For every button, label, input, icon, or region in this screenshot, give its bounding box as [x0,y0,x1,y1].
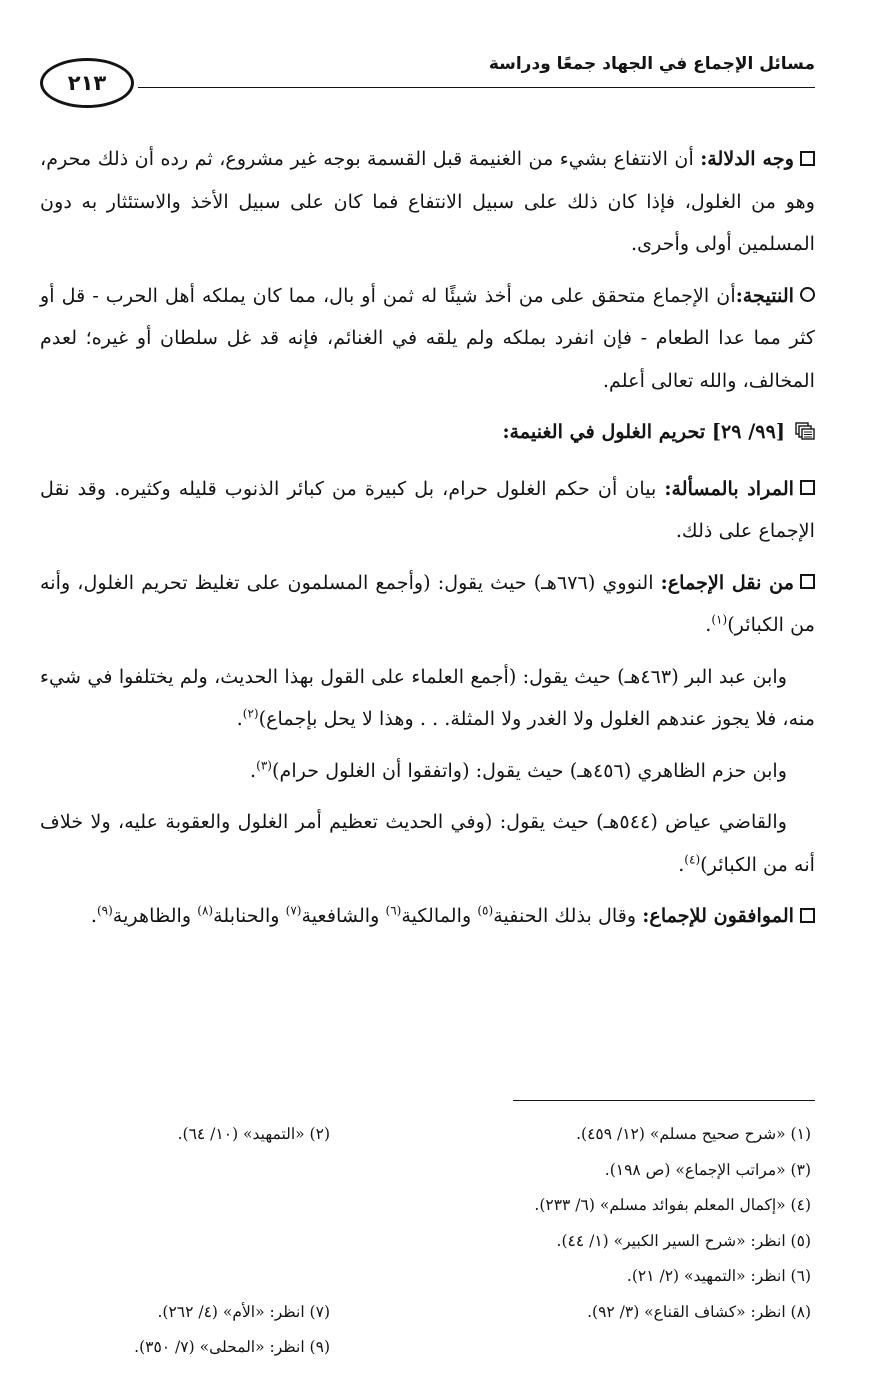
book-stack-icon [795,422,815,440]
footnote-5: (٥) انظر: «شرح السير الكبير» (١/ ٤٤). [556,1231,811,1250]
footnote-2: (٢) «التمهيد» (١٠/ ٦٤). [177,1125,330,1143]
school-shafii: والشافعية [301,904,380,927]
running-title: مسائل الإجماع في الجهاد جمعًا ودراسة [488,54,815,74]
school-maliki: والمالكية [401,904,472,927]
footnote-ref[interactable]: (٧) [285,903,302,918]
paragraph-transmitters [40,562,815,647]
paragraph-end: . [250,758,257,782]
footnote-ref[interactable]: (٦) [385,903,402,918]
school-hanafi: وقال بذلك الحنفية [493,904,637,927]
square-bullet-icon [800,151,815,166]
paragraph-text: وابن عبد البر (٤٦٣هـ) حيث يقول: (أجمع العلماء على القول بهذا الحديث، ولم يختلفوا في شيء منه، فلا يجوز عندهم الغلول ولا الغدر ولا المثلة. . . وهذا لا يحل بإجماع) [40,664,815,730]
paragraph-text: النووي (٦٧٦هـ) حيث يقول: (وأجمع المسلمون على تغليظ تحريم الغلول، وأنه من الكبائر) [40,570,815,636]
footnote-ref[interactable]: (٣) [256,758,272,773]
paragraph-end: . [678,852,685,876]
footnotes-left-column [30,1117,330,1366]
paragraph-meaning [40,468,815,553]
footnote-ref[interactable]: (١) [711,612,728,627]
page-body [40,138,815,947]
paragraph-label: من نقل الإجماع: [660,570,794,594]
school-zahiri: والظاهرية [112,904,192,927]
paragraph-end: . [90,904,97,927]
paragraph-qadi-iyad [40,801,815,886]
header-rule [138,87,815,88]
footnote-ref[interactable]: (٨) [197,903,214,918]
footnote-ref[interactable]: (٩) [96,903,113,918]
paragraph-label: وجه الدلالة: [700,147,794,170]
paragraph-text: وابن حزم الظاهري (٤٥٦هـ) حيث يقول: (واتفقوا أن الغلول حرام) [271,758,787,782]
footnote-4: (٤) «إكمال المعلم بفوائد مسلم» (٦/ ٢٣٣). [534,1196,811,1214]
paragraph-ibn-hazm [40,750,815,793]
footnotes-right-column [391,1117,811,1330]
paragraph-label: المراد بالمسألة: [664,476,794,500]
heading-text: [٩٩/ ٢٩] تحريم الغلول في الغنيمة: [502,420,785,443]
footnote-3: (٣) «مراتب الإجماع» (ص ١٩٨). [604,1160,811,1179]
footnote-ref[interactable]: (٢) [242,706,259,721]
circle-bullet-icon [800,287,815,302]
footnote-9: (٩) انظر: «المحلى» (٧/ ٣٥٠). [134,1338,330,1356]
paragraph-ibn-abd-al-barr [40,656,815,741]
footnote-ref[interactable]: (٥) [477,903,494,918]
square-bullet-icon [800,574,815,589]
section-heading [40,411,815,454]
paragraph-evidence [40,138,815,266]
paragraph-text: أن الانتفاع بشيء من الغنيمة قبل القسمة بوجه غير مشروع، ثم رده أن ذلك محرم، وهو من الغلول، فإذا كان ذلك على سبيل الانتفاع فما كان على سبيل الأخذ والاستئثار به دون المسلمين أولى وأحرى. [40,147,815,255]
footnote-1: (١) «شرح صحيح مسلم» (١٢/ ٤٥٩). [576,1125,811,1143]
footnote-8: (٨) انظر: «كشاف القناع» (٣/ ٩٢). [587,1302,811,1321]
page-header [40,40,815,110]
paragraph-end: . [705,613,712,636]
footnote-7: (٧) انظر: «الأم» (٤/ ٢٦٢). [157,1302,330,1321]
paragraph-text: بيان أن حكم الغلول حرام، بل كبيرة من كبائر الذنوب قليله وكثيره. وقد نقل الإجماع على ذلك. [40,476,815,542]
footnote-separator [513,1100,815,1101]
footnote-6: (٦) انظر: «التمهيد» (٢/ ٢١). [626,1267,811,1285]
paragraph-concurring [40,895,815,938]
footnote-ref[interactable]: (٤) [684,852,701,867]
school-hanbali: والحنابلة [213,904,280,927]
paragraph-label: النتيجة: [735,283,794,307]
page-number: ٢١٣ [40,58,134,108]
paragraph-end: . [236,707,243,730]
paragraph-text: والقاضي عياض (٥٤٤هـ) حيث يقول: (وفي الحديث تعظيم أمر الغلول والعقوبة عليه، ولا خلاف أنه من الكبائر) [40,810,815,876]
square-bullet-icon [800,480,815,495]
paragraph-text: أن الإجماع متحقق على من أخذ شيئًا له ثمن أو بال، مما كان يملكه أهل الحرب - قل أو كثر مما عدا الطعام - فإن انفرد بملكه ولم يلقه في الغنائم، فإنه قد غل سلطان أو غيره؛ لعدم المخالف، والله تعالى أعلم. [40,283,815,392]
paragraph-label: الموافقون للإجماع: [642,904,794,927]
paragraph-result [40,275,815,403]
square-bullet-icon [800,908,815,923]
